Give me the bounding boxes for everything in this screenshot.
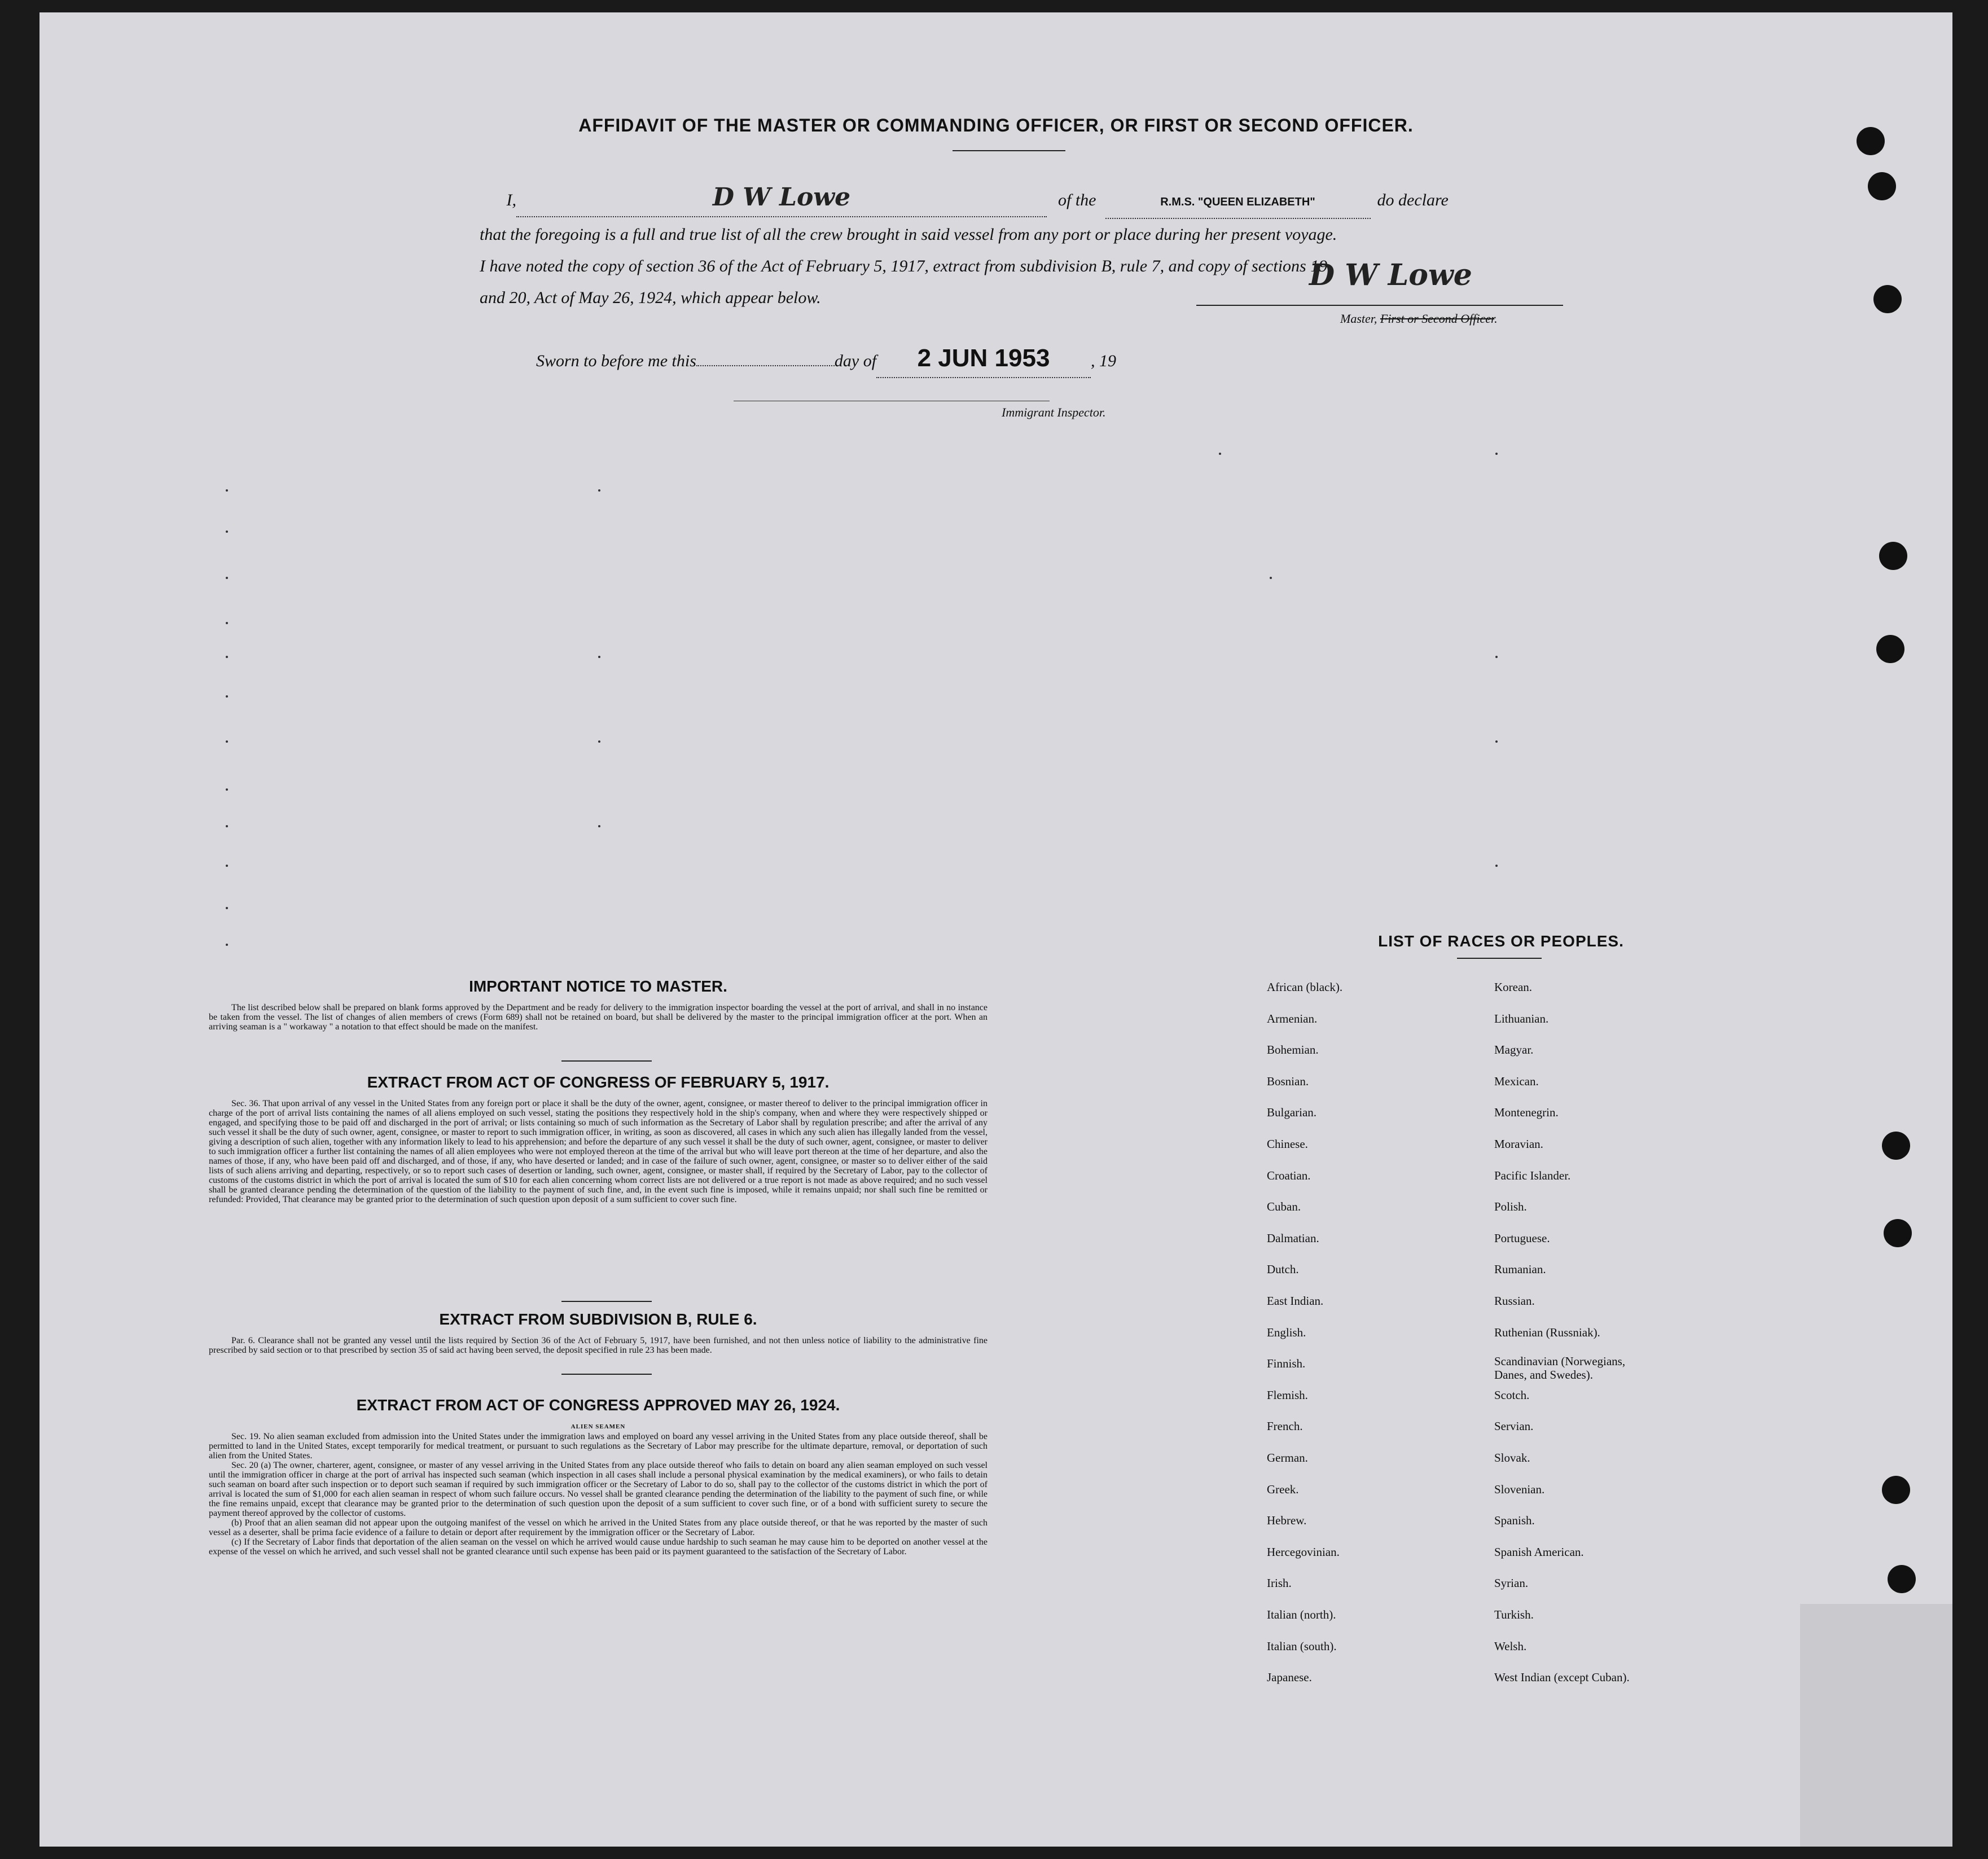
extract-1924-text: ALIEN SEAMEN Sec. 19. No alien seaman excluded from admission into the United States under the immigration laws and employed on board any vessel arriving in the United States from any place outside thereof, shall be permitted to land in the United States, except temporarily for medical treatment, or pursuant to such regulations as the Secretary of Labor may prescribe for the ultimate departure, removal, or deportation of such alien from the United States. Sec. 20 (a) The owner, charterer, agent, consignee, or master of any vessel arriving in the United States from any place outside thereof who fails to detain on board any alien seaman employed on such vessel until the immigration officer in charge at the port of arrival has inspected such seaman (which inspection in all cases shall include a personal physical examination by the medical examiners), or who fails to detain such seaman on board after such inspection or to deport such seaman if required by such immigration officer or the Secretary of Labor to do so, shall pay to the collector of the customs district in which the port of arrival is located the sum of $1,000 for each alien seaman in respect of whom such failure occurs. No vessel shall be granted clearance pending the determination of the liability to the payment of such fine, or while the fine remains unpaid, except that clearance may be granted prior to the determination of such question upon the deposit of a sum sufficient to cover such fine, or of a bond with sufficient surety to secure the payment thereof approved by the collector of customs. (b) Proof that an alien seaman did not appear upon the outgoing manifest of the vessel on which he arrived in the United States from any place outside thereof, or that he was reported by the master of such vessel as a deserter, shall be prima facie evidence of a failure to detain or deport after requirement by the immigration officer or the Secretary of Labor. (c) If the Secretary of Labor finds that deportation of the alien seaman on the vessel on which he arrived would cause undue hardship to such seaman he may cause him to be deported on another vessel at the expense of the vessel on which he arrived, and such vessel shall not be granted clearance until such expense has been paid or its payment guaranteed to the satisfaction of the Secretary of Labor. (209, 1423, 988, 1557)
affidavit-line-4: and 20, Act of May 26, 1924, which appear below. (480, 288, 821, 307)
extract-1924-title: EXTRACT FROM ACT OF CONGRESS APPROVED MAY 26, 1924. (356, 1396, 840, 1414)
race-item: Rumanian. (1494, 1262, 1546, 1277)
extract-1917-divider (561, 1301, 652, 1302)
race-item: Servian. (1494, 1419, 1534, 1433)
rule6-divider (561, 1374, 652, 1375)
race-item: Syrian. (1494, 1576, 1529, 1590)
date-stamp: 2 JUN 1953 (917, 344, 1050, 372)
struck-officer-text: First or Second Officer (1380, 312, 1495, 326)
affidavit-line-3: I have noted the copy of section 36 of the Act of February 5, 1917, extract from subdivision B, rule 7, and copy of sections 19 (480, 257, 1328, 275)
race-item: Armenian. (1267, 1011, 1318, 1025)
document-page (40, 12, 1952, 1847)
race-item: Welsh. (1494, 1639, 1527, 1653)
race-item: Mexican. (1494, 1074, 1539, 1088)
race-item: Cuban. (1267, 1200, 1301, 1214)
race-item: Irish. (1267, 1576, 1292, 1590)
master-signature-line (1196, 305, 1563, 306)
race-item: Russian. (1494, 1294, 1535, 1308)
affidavit-i: I, (506, 191, 516, 209)
punch-hole (1882, 1132, 1910, 1160)
race-item: Flemish. (1267, 1388, 1308, 1402)
title-underline (953, 150, 1065, 151)
races-title-underline (1457, 958, 1542, 959)
race-item: Portuguese. (1494, 1231, 1550, 1245)
folded-corner (1800, 1604, 1952, 1847)
race-item: Croatian. (1267, 1168, 1311, 1182)
race-item: Chinese. (1267, 1137, 1308, 1151)
race-item: Bohemian. (1267, 1043, 1319, 1057)
race-item: Scandinavian (Norwegians, Danes, and Swedes). (1494, 1354, 1626, 1382)
do-declare-label: do declare (1377, 191, 1449, 209)
alien-seamen-subtitle: ALIEN SEAMEN (570, 1423, 626, 1430)
notice-title: IMPORTANT NOTICE TO MASTER. (469, 977, 727, 995)
punch-hole (1882, 1476, 1910, 1504)
race-item: Bulgarian. (1267, 1106, 1317, 1120)
rule6-title: EXTRACT FROM SUBDIVISION B, RULE 6. (439, 1310, 757, 1328)
race-item: East Indian. (1267, 1294, 1324, 1308)
master-title-label: Master, First or Second Officer. (1340, 312, 1498, 326)
master-signature-name: D W Lowe (712, 183, 851, 212)
race-item: African (black). (1267, 980, 1343, 994)
punch-hole (1879, 542, 1907, 570)
race-item: Lithuanian. (1494, 1011, 1549, 1025)
race-item: Hebrew. (1267, 1514, 1307, 1528)
race-item: Turkish. (1494, 1608, 1534, 1621)
punch-hole (1857, 127, 1885, 155)
affidavit-line-2: that the foregoing is a full and true list of all the crew brought in said vessel from any port or place during her present voyage. (480, 225, 1337, 244)
punch-hole (1888, 1565, 1916, 1593)
punch-hole (1873, 285, 1902, 313)
race-item: Japanese. (1267, 1671, 1312, 1685)
race-item: Spanish American. (1494, 1545, 1584, 1559)
of-the-label: of the (1058, 191, 1096, 209)
notice-text: The list described below shall be prepared on blank forms approved by the Department and be ready for delivery to the immigration inspector boarding the vessel at the port of arrival, and shall in no instance be taken from the vessel. The list of changes of alien members of crews (Form 689) shall not be retained on board, but shall be delivered by the master to the principal immigration officer at the port. When an arriving seaman is a " workaway " a notation to that effect should be made on the manifest. (209, 1003, 988, 1032)
race-item: Montenegrin. (1494, 1106, 1559, 1120)
race-item: Scotch. (1494, 1388, 1530, 1402)
punch-hole (1876, 635, 1904, 663)
race-item: Spanish. (1494, 1514, 1535, 1528)
races-title: LIST OF RACES OR PEOPLES. (1378, 932, 1624, 950)
rule6-text: Par. 6. Clearance shall not be granted any vessel until the lists required by Section 36 of the Act of February 5, 1917, have been furnished, and not then unless notice of liability to the administrative fine prescribed by said section or to that prescribed by section 35 of said act having been served, the deposit specified in rule 23 has been made. (209, 1336, 988, 1355)
race-item: Ruthenian (Russniak). (1494, 1325, 1600, 1339)
race-item: Slovak. (1494, 1451, 1530, 1465)
inspector-label: Immigrant Inspector. (1002, 405, 1106, 419)
race-item: Hercegovinian. (1267, 1545, 1340, 1559)
extract-1917-text: Sec. 36. That upon arrival of any vessel in the United States from any foreign port or place it shall be the duty of the owner, agent, consignee, or master thereof to deliver to the principal immigration officer in charge of the port of arrival lists containing the names of all aliens employed on such vessel, stating the positions they respectively hold in the ship's company, when and where they were respectively shipped or engaged, and specifying those to be paid off and discharged in the port of arrival; or lists containing so much of such information as the Secretary of Labor shall by regulation prescribe; and after the arrival of any such vessel it shall be the duty of such owner, agent, consignee, or master to report to such immigration officer, in writing, as soon as discovered, all cases in which any such alien has illegally landed from the vessel, giving a description of such alien, together with any information likely to lead to his apprehension; and before the departure of any such vessel it shall be the duty of such owner, agent, consignee, or master to deliver to such immigration officer a further list containing the names of all alien employees who were not employed thereon at the time of the arrival but who will leave port thereon at the time of her departure, and also the names of those, if any, who have been paid off and discharged, and of those, if any, who have deserted or landed; and in case of the failure of such owner, agent, consignee, or master so to deliver either of the said lists of such aliens arriving and departing, respectively, or so to report such cases of desertion or landing, such owner, agent, consignee, or master shall, if required by the Secretary of Labor, pay to the collector of customs of the customs district in which the port of arrival is located the sum of $10 for each alien concerning whom correct lists are not delivered or a true report is not made as above required; and no such vessel shall be granted clearance pending the determination of the question of the liability to the payment of such fine, and, in the event such fine is imposed, while it remains unpaid; nor shall such fine be remitted or refunded: Provided, That clearance may be granted prior to the determination of such question upon deposit of a sum sufficient to cover such fine. (209, 1099, 988, 1204)
extract-1917-title: EXTRACT FROM ACT OF CONGRESS OF FEBRUARY 5, 1917. (367, 1073, 830, 1091)
notice-divider (561, 1060, 652, 1062)
race-item: Italian (north). (1267, 1608, 1336, 1621)
race-item: Korean. (1494, 980, 1533, 994)
race-item: Italian (south). (1267, 1639, 1337, 1653)
race-item: German. (1267, 1451, 1308, 1465)
race-item: Bosnian. (1267, 1074, 1309, 1088)
race-item: English. (1267, 1325, 1306, 1339)
race-item: Moravian. (1494, 1137, 1543, 1151)
race-item: Polish. (1494, 1200, 1527, 1214)
punch-hole (1884, 1219, 1912, 1247)
race-item: Dutch. (1267, 1262, 1299, 1277)
vessel-name-stamp: R.M.S. "QUEEN ELIZABETH" (1160, 196, 1315, 208)
race-item: Slovenian. (1494, 1482, 1545, 1496)
master-signature: D W Lowe (1309, 258, 1472, 292)
affidavit-title: AFFIDAVIT OF THE MASTER OR COMMANDING OFFICER, OR FIRST OR SECOND OFFICER. (578, 115, 1414, 135)
sworn-line: Sworn to before me this day of 2 JUN 1953 , 19 (536, 343, 1213, 378)
punch-hole (1868, 172, 1896, 200)
race-item: West Indian (except Cuban). (1494, 1671, 1630, 1685)
race-item: Finnish. (1267, 1357, 1306, 1371)
affidavit-body (480, 182, 1597, 314)
race-item: Magyar. (1494, 1043, 1534, 1057)
race-item: Greek. (1267, 1482, 1299, 1496)
race-item: Dalmatian. (1267, 1231, 1319, 1245)
race-item: French. (1267, 1419, 1303, 1433)
race-item: Pacific Islander. (1494, 1168, 1571, 1182)
